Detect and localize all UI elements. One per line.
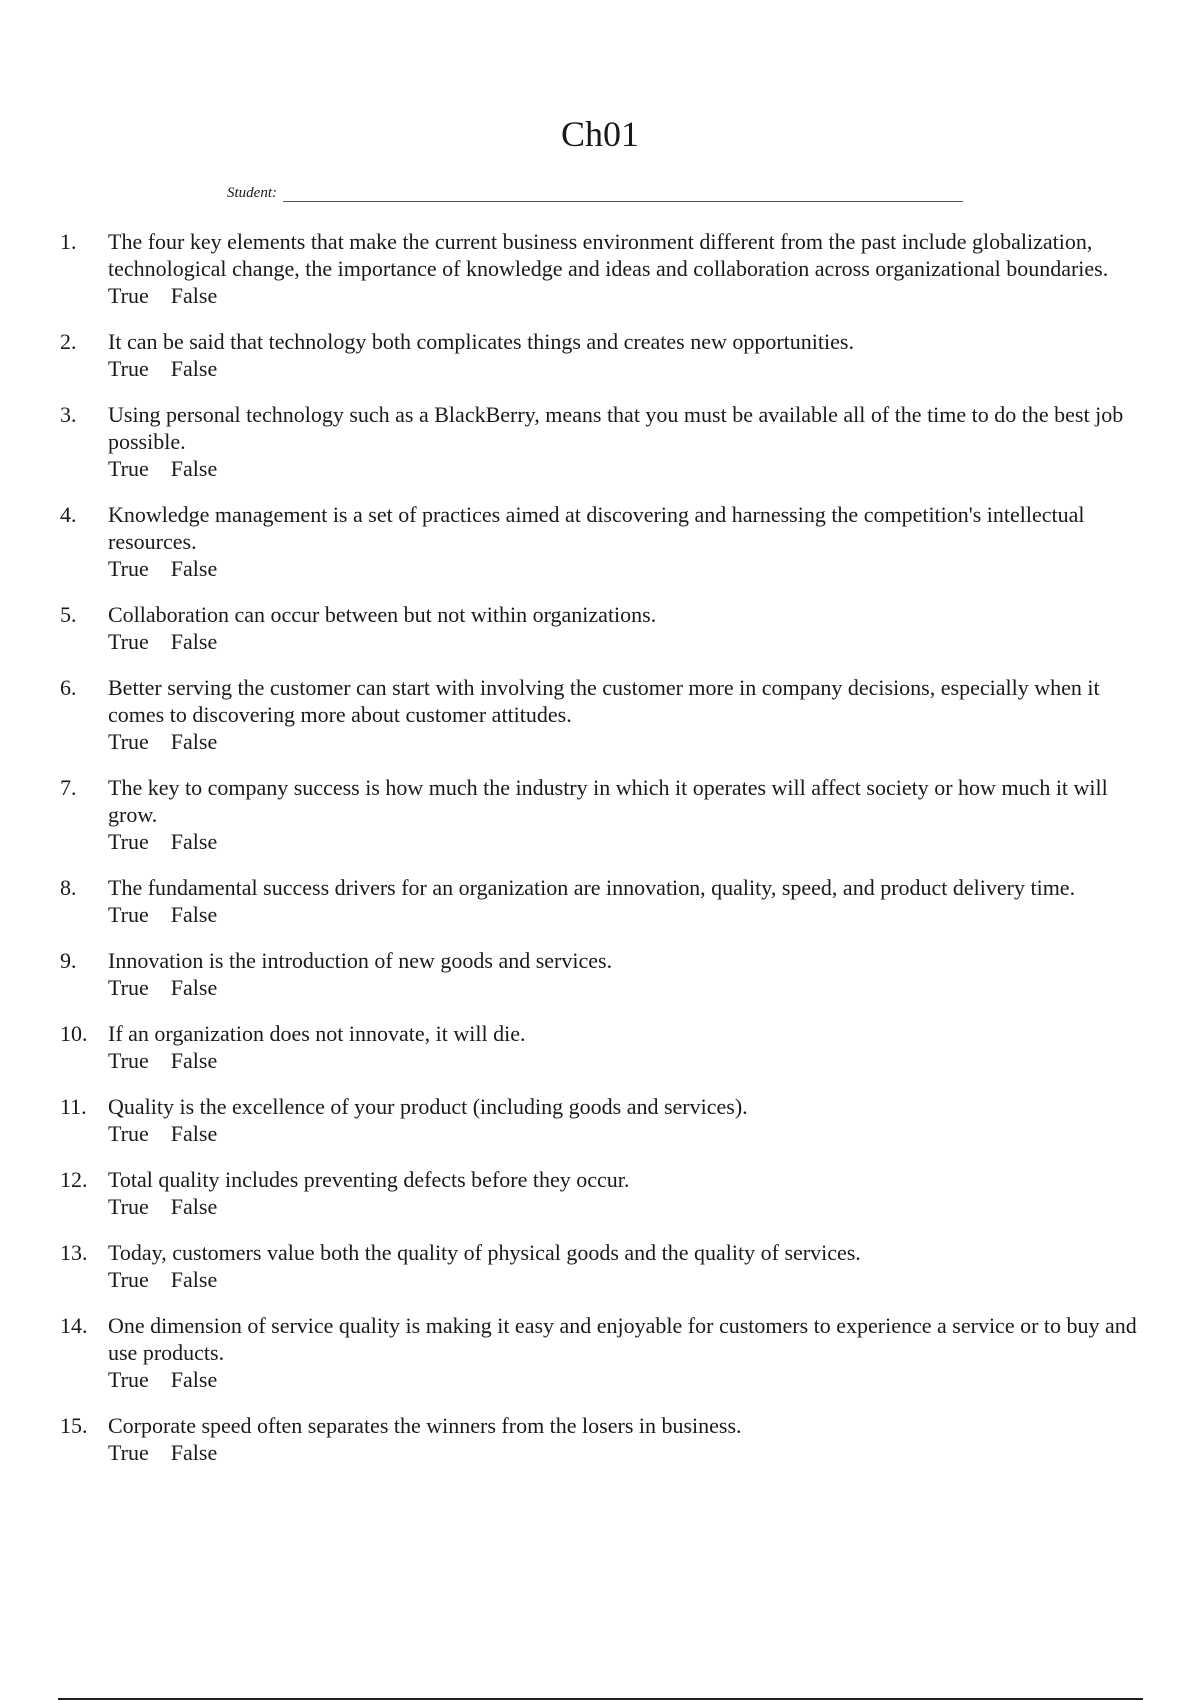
question-text: Corporate speed often separates the winners from the losers in business. bbox=[108, 1413, 742, 1438]
question-number: 4. bbox=[60, 502, 77, 527]
question-number: 7. bbox=[60, 775, 77, 800]
option-true[interactable]: True bbox=[108, 556, 149, 581]
option-true[interactable]: True bbox=[108, 456, 149, 481]
option-true[interactable]: True bbox=[108, 283, 149, 308]
question-number: 8. bbox=[60, 875, 77, 900]
answer-options bbox=[108, 728, 1140, 755]
student-name-line bbox=[283, 187, 963, 202]
question-text: Knowledge management is a set of practices aimed at discovering and harnessing the competition's intellectual resources. bbox=[108, 502, 1085, 554]
question-text: Quality is the excellence of your product (including goods and services). bbox=[108, 1094, 748, 1119]
question-text: Better serving the customer can start with involving the customer more in company decisions, especially when it comes to discovering more about customer attitudes. bbox=[108, 675, 1100, 727]
question-body bbox=[108, 1312, 1140, 1393]
question-body bbox=[108, 674, 1140, 755]
question-text: It can be said that technology both complicates things and creates new opportunities. bbox=[108, 329, 854, 354]
option-true[interactable]: True bbox=[108, 729, 149, 754]
question-number: 12. bbox=[60, 1167, 88, 1192]
option-false[interactable]: False bbox=[170, 902, 218, 927]
option-true[interactable]: True bbox=[108, 1121, 149, 1146]
question-item bbox=[60, 601, 1140, 655]
student-label: Student: bbox=[227, 185, 277, 201]
question-body bbox=[108, 601, 1140, 655]
question-body bbox=[108, 874, 1140, 928]
option-false[interactable]: False bbox=[170, 975, 218, 1000]
option-false[interactable]: False bbox=[170, 1048, 218, 1073]
option-true[interactable]: True bbox=[108, 1267, 149, 1292]
option-false[interactable]: False bbox=[170, 1367, 218, 1392]
option-false[interactable]: False bbox=[170, 356, 218, 381]
answer-options bbox=[108, 282, 1140, 309]
question-number: 13. bbox=[60, 1240, 88, 1265]
question-text: Total quality includes preventing defects before they occur. bbox=[108, 1167, 630, 1192]
question-number: 9. bbox=[60, 948, 77, 973]
option-true[interactable]: True bbox=[108, 629, 149, 654]
answer-options bbox=[108, 455, 1140, 482]
question-item bbox=[60, 401, 1140, 482]
question-number: 14. bbox=[60, 1313, 88, 1338]
question-number: 11. bbox=[60, 1094, 87, 1119]
question-item bbox=[60, 1093, 1140, 1147]
student-name-row bbox=[227, 184, 963, 202]
answer-options bbox=[108, 1266, 1140, 1293]
question-body bbox=[108, 1412, 1140, 1466]
question-item bbox=[60, 947, 1140, 1001]
question-number: 15. bbox=[60, 1413, 88, 1438]
question-text: Innovation is the introduction of new goods and services. bbox=[108, 948, 613, 973]
question-body bbox=[108, 328, 1140, 382]
question-list bbox=[60, 228, 1140, 1485]
question-number: 2. bbox=[60, 329, 77, 354]
answer-options bbox=[108, 1047, 1140, 1074]
question-item bbox=[60, 1020, 1140, 1074]
option-true[interactable]: True bbox=[108, 1367, 149, 1392]
option-false[interactable]: False bbox=[170, 1440, 218, 1465]
question-item bbox=[60, 1412, 1140, 1466]
question-item bbox=[60, 228, 1140, 309]
question-text: If an organization does not innovate, it will die. bbox=[108, 1021, 526, 1046]
question-body bbox=[108, 947, 1140, 1001]
option-false[interactable]: False bbox=[170, 629, 218, 654]
option-true[interactable]: True bbox=[108, 902, 149, 927]
question-item bbox=[60, 501, 1140, 582]
option-false[interactable]: False bbox=[170, 283, 218, 308]
question-number: 6. bbox=[60, 675, 77, 700]
answer-options bbox=[108, 355, 1140, 382]
option-true[interactable]: True bbox=[108, 829, 149, 854]
question-text: The fundamental success drivers for an organization are innovation, quality, speed, and product delivery time. bbox=[108, 875, 1076, 900]
question-body bbox=[108, 401, 1140, 482]
question-item bbox=[60, 874, 1140, 928]
question-number: 3. bbox=[60, 402, 77, 427]
answer-options bbox=[108, 901, 1140, 928]
question-number: 1. bbox=[60, 229, 77, 254]
question-text: Using personal technology such as a BlackBerry, means that you must be available all of the time to do the best job possible. bbox=[108, 402, 1124, 454]
question-item bbox=[60, 774, 1140, 855]
question-body bbox=[108, 1166, 1140, 1220]
question-number: 10. bbox=[60, 1021, 88, 1046]
option-false[interactable]: False bbox=[170, 729, 218, 754]
option-false[interactable]: False bbox=[170, 1267, 218, 1292]
question-text: Collaboration can occur between but not within organizations. bbox=[108, 602, 657, 627]
question-item bbox=[60, 674, 1140, 755]
answer-options bbox=[108, 828, 1140, 855]
question-text: One dimension of service quality is making it easy and enjoyable for customers to experience a service or to buy and use products. bbox=[108, 1313, 1137, 1365]
option-true[interactable]: True bbox=[108, 356, 149, 381]
question-number: 5. bbox=[60, 602, 77, 627]
option-true[interactable]: True bbox=[108, 1194, 149, 1219]
question-item bbox=[60, 1312, 1140, 1393]
question-body bbox=[108, 501, 1140, 582]
answer-options bbox=[108, 1120, 1140, 1147]
option-true[interactable]: True bbox=[108, 1440, 149, 1465]
question-body bbox=[108, 774, 1140, 855]
option-true[interactable]: True bbox=[108, 1048, 149, 1073]
question-text: The four key elements that make the current business environment different from the past include globalization, technological change, the importance of knowledge and ideas and collaboration across organizational boundaries. bbox=[108, 229, 1109, 281]
option-true[interactable]: True bbox=[108, 975, 149, 1000]
answer-options bbox=[108, 1439, 1140, 1466]
option-false[interactable]: False bbox=[170, 829, 218, 854]
option-false[interactable]: False bbox=[170, 456, 218, 481]
question-body bbox=[108, 1020, 1140, 1074]
option-false[interactable]: False bbox=[170, 1121, 218, 1146]
answer-options bbox=[108, 628, 1140, 655]
option-false[interactable]: False bbox=[170, 556, 218, 581]
question-text: Today, customers value both the quality of physical goods and the quality of services. bbox=[108, 1240, 861, 1265]
answer-options bbox=[108, 555, 1140, 582]
page-title: Ch01 bbox=[560, 114, 639, 154]
option-false[interactable]: False bbox=[170, 1194, 218, 1219]
answer-options bbox=[108, 974, 1140, 1001]
question-body bbox=[108, 1239, 1140, 1293]
question-body bbox=[108, 228, 1140, 309]
question-item bbox=[60, 1166, 1140, 1220]
question-item bbox=[60, 1239, 1140, 1293]
answer-options bbox=[108, 1193, 1140, 1220]
question-text: The key to company success is how much the industry in which it operates will affect society or how much it will grow. bbox=[108, 775, 1108, 827]
question-item bbox=[60, 328, 1140, 382]
answer-options bbox=[108, 1366, 1140, 1393]
question-body bbox=[108, 1093, 1140, 1147]
